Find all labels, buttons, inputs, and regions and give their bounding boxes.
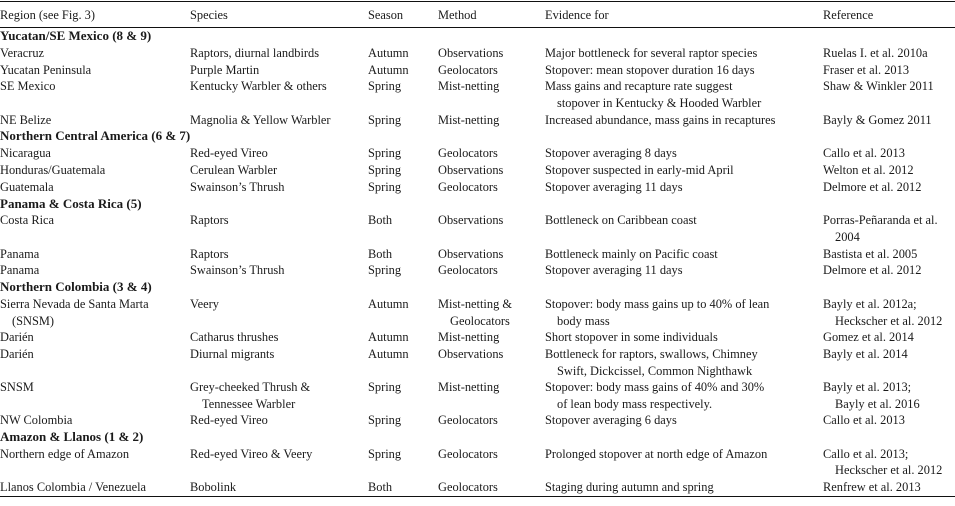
cell-season-text: Spring: [368, 380, 402, 395]
cell-species: [190, 179, 368, 196]
table-row: [0, 62, 955, 79]
cell-region-text: Panama: [0, 263, 40, 278]
cell-evidence: [545, 45, 823, 62]
cell-evidence-continuation: stopover in Kentucky & Hooded Warbler: [557, 95, 762, 110]
cell-reference-text: Callo et al. 2013;: [823, 446, 909, 461]
cell-method: [438, 179, 545, 196]
cell-species: [190, 379, 368, 412]
cell-season-text: Both: [368, 480, 393, 495]
cell-reference-text: Callo et al. 2013: [823, 413, 905, 428]
header-row: [0, 2, 955, 28]
cell-reference-text: Bayly & Gomez 2011: [823, 112, 932, 127]
cell-reference: [823, 78, 955, 111]
cell-method-text: Observations: [438, 213, 504, 228]
cell-reference: [823, 329, 955, 346]
region-title: Yucatan/SE Mexico (8 & 9): [0, 28, 152, 43]
cell-region: [0, 179, 190, 196]
cell-region: [0, 329, 190, 346]
cell-reference: [823, 296, 955, 329]
table-body: [0, 28, 955, 497]
cell-season-text: Spring: [368, 146, 402, 161]
cell-species-text: Diurnal migrants: [190, 346, 275, 361]
cell-reference-text: Delmore et al. 2012: [823, 179, 922, 194]
cell-region-text: Guatemala: [0, 179, 54, 194]
cell-season: [368, 246, 438, 263]
cell-evidence-continuation: Swift, Dickcissel, Common Nighthawk: [557, 363, 753, 378]
cell-species-text: Cerulean Warbler: [190, 162, 278, 177]
cell-region: [0, 45, 190, 62]
cell-reference-text: Callo et al. 2013: [823, 146, 905, 161]
cell-species: [190, 446, 368, 479]
cell-reference-text: Ruelas I. et al. 2010a: [823, 45, 928, 60]
cell-season: [368, 346, 438, 379]
table-row: [0, 412, 955, 429]
cell-species-text: Swainson’s Thrush: [190, 263, 285, 278]
cell-species: [190, 45, 368, 62]
table-row: [0, 346, 955, 379]
cell-region-text: Northern edge of Amazon: [0, 446, 130, 461]
cell-reference: [823, 479, 955, 496]
table-row: [0, 162, 955, 179]
cell-evidence: [545, 296, 823, 329]
cell-method: [438, 329, 545, 346]
cell-evidence-text: Staging during autumn and spring: [545, 480, 714, 495]
cell-region-text: Darién: [0, 330, 34, 345]
cell-evidence-text: Bottleneck on Caribbean coast: [545, 213, 697, 228]
cell-reference: [823, 145, 955, 162]
cell-season-text: Autumn: [368, 62, 409, 77]
table-row: [0, 145, 955, 162]
cell-method-text: Geolocators: [438, 413, 498, 428]
cell-evidence-text: Stopover averaging 6 days: [545, 413, 677, 428]
cell-season: [368, 62, 438, 79]
header-region: Region (see Fig. 3): [0, 2, 190, 28]
cell-reference-text: Bastista et al. 2005: [823, 246, 918, 261]
header-evidence: Evidence for: [545, 2, 823, 28]
cell-method: [438, 412, 545, 429]
cell-evidence: [545, 262, 823, 279]
cell-region: [0, 162, 190, 179]
cell-species-text: Raptors, diurnal landbirds: [190, 45, 320, 60]
cell-region: [0, 346, 190, 379]
cell-season: [368, 112, 438, 129]
cell-reference: [823, 212, 955, 245]
cell-region-text: NE Belize: [0, 112, 52, 127]
cell-method: [438, 346, 545, 379]
cell-reference-continuation: 2004: [835, 229, 860, 244]
cell-species-text: Grey-cheeked Thrush &: [190, 380, 311, 395]
region-header-row: [0, 196, 955, 213]
table-row: [0, 446, 955, 479]
header-season: Season: [368, 2, 438, 28]
cell-reference: [823, 45, 955, 62]
cell-season-text: Both: [368, 213, 393, 228]
cell-reference: [823, 446, 955, 479]
table-row: [0, 296, 955, 329]
cell-method-text: Geolocators: [438, 263, 498, 278]
cell-evidence-text: Stopover averaging 8 days: [545, 146, 677, 161]
cell-season: [368, 379, 438, 412]
cell-season: [368, 212, 438, 245]
cell-evidence: [545, 78, 823, 111]
cell-method-text: Mist-netting: [438, 79, 500, 94]
cell-evidence: [545, 162, 823, 179]
cell-evidence: [545, 479, 823, 496]
cell-season-text: Autumn: [368, 45, 409, 60]
cell-reference: [823, 246, 955, 263]
cell-species: [190, 78, 368, 111]
cell-reference: [823, 179, 955, 196]
cell-reference-text: Porras-Peñaranda et al.: [823, 213, 938, 228]
cell-reference-text: Delmore et al. 2012: [823, 263, 922, 278]
cell-evidence-text: Increased abundance, mass gains in recaptures: [545, 112, 776, 127]
cell-region: [0, 212, 190, 245]
cell-evidence: [545, 179, 823, 196]
cell-reference-text: Welton et al. 2012: [823, 162, 914, 177]
header-method: Method: [438, 2, 545, 28]
cell-region-text: NW Colombia: [0, 413, 73, 428]
cell-method-text: Geolocators: [438, 480, 498, 495]
cell-season: [368, 446, 438, 479]
cell-species: [190, 162, 368, 179]
cell-species-text: Raptors: [190, 213, 229, 228]
cell-region: [0, 246, 190, 263]
cell-reference-text: Shaw & Winkler 2011: [823, 79, 934, 94]
cell-method: [438, 446, 545, 479]
cell-evidence-text: Short stopover in some individuals: [545, 330, 718, 345]
cell-season: [368, 479, 438, 496]
cell-evidence-text: Stopover averaging 11 days: [545, 263, 683, 278]
cell-method: [438, 78, 545, 111]
cell-region-text: Veracruz: [0, 45, 45, 60]
table-row: [0, 479, 955, 496]
cell-season-text: Both: [368, 246, 393, 261]
cell-evidence-text: Major bottleneck for several raptor species: [545, 45, 758, 60]
cell-reference-continuation: Bayly et al. 2016: [835, 396, 920, 411]
cell-species-text: Magnolia & Yellow Warbler: [190, 112, 331, 127]
cell-evidence: [545, 379, 823, 412]
cell-region: [0, 412, 190, 429]
cell-species: [190, 112, 368, 129]
cell-reference: [823, 262, 955, 279]
cell-region-text: Llanos Colombia / Venezuela: [0, 480, 147, 495]
table-row: [0, 246, 955, 263]
cell-region-text: Sierra Nevada de Santa Marta: [0, 296, 149, 311]
cell-method-text: Observations: [438, 162, 504, 177]
cell-species-text: Raptors: [190, 246, 229, 261]
cell-species-text: Veery: [190, 296, 219, 311]
cell-region-text: Honduras/Guatemala: [0, 162, 106, 177]
cell-region: [0, 112, 190, 129]
region-header-row: [0, 279, 955, 296]
table-row: [0, 78, 955, 111]
cell-method: [438, 145, 545, 162]
cell-species-text: Red-eyed Vireo & Veery: [190, 446, 313, 461]
cell-season-text: Spring: [368, 112, 402, 127]
cell-species-text: Swainson’s Thrush: [190, 179, 285, 194]
header-reference: Reference: [823, 2, 955, 28]
cell-reference-text: Fraser et al. 2013: [823, 62, 910, 77]
cell-season: [368, 78, 438, 111]
cell-species: [190, 412, 368, 429]
cell-region-text: Yucatan Peninsula: [0, 62, 92, 77]
table-row: [0, 262, 955, 279]
cell-region-text: Darién: [0, 346, 34, 361]
migration-table: [0, 1, 955, 497]
cell-species: [190, 62, 368, 79]
cell-evidence-text: Stopover: body mass gains up to 40% of lean: [545, 296, 770, 311]
cell-evidence-text: Stopover suspected in early-mid April: [545, 162, 734, 177]
cell-method: [438, 162, 545, 179]
cell-evidence: [545, 446, 823, 479]
cell-method-text: Geolocators: [438, 179, 498, 194]
cell-season-text: Spring: [368, 179, 402, 194]
cell-reference: [823, 112, 955, 129]
cell-evidence: [545, 212, 823, 245]
cell-species: [190, 246, 368, 263]
cell-species-text: Red-eyed Vireo: [190, 413, 268, 428]
cell-region: [0, 446, 190, 479]
cell-reference-continuation: Heckscher et al. 2012: [835, 463, 943, 478]
cell-season: [368, 45, 438, 62]
cell-species: [190, 479, 368, 496]
cell-species: [190, 296, 368, 329]
cell-region-text: Costa Rica: [0, 213, 55, 228]
table-row: [0, 379, 955, 412]
cell-method-text: Observations: [438, 45, 504, 60]
cell-evidence-text: Bottleneck for raptors, swallows, Chimney: [545, 346, 758, 361]
cell-season-text: Spring: [368, 162, 402, 177]
cell-method-text: Observations: [438, 346, 504, 361]
cell-reference-text: Bayly et al. 2013;: [823, 380, 912, 395]
cell-region-text: Nicaragua: [0, 146, 51, 161]
cell-region: [0, 379, 190, 412]
cell-method-text: Mist-netting &: [438, 296, 512, 311]
cell-evidence: [545, 112, 823, 129]
cell-evidence-text: Stopover averaging 11 days: [545, 179, 683, 194]
cell-reference: [823, 379, 955, 412]
cell-season-text: Spring: [368, 263, 402, 278]
cell-season-text: Spring: [368, 79, 402, 94]
cell-season: [368, 162, 438, 179]
cell-region-text: SNSM: [0, 380, 34, 395]
region-title: Amazon & Llanos (1 & 2): [0, 429, 144, 445]
cell-region: [0, 145, 190, 162]
cell-species-text: Catharus thrushes: [190, 330, 279, 345]
region-header-row: [0, 429, 955, 446]
cell-reference: [823, 412, 955, 429]
cell-species: [190, 346, 368, 379]
cell-method: [438, 112, 545, 129]
region-title: Northern Central America (6 & 7): [0, 128, 191, 144]
cell-method-text: Mist-netting: [438, 330, 500, 345]
region-header-row: [0, 128, 955, 145]
cell-method: [438, 479, 545, 496]
region-header-row: [0, 28, 955, 45]
cell-season: [368, 296, 438, 329]
cell-species: [190, 212, 368, 245]
cell-method-continuation: Geolocators: [450, 313, 510, 328]
cell-season: [368, 329, 438, 346]
cell-species: [190, 329, 368, 346]
cell-season-text: Spring: [368, 413, 402, 428]
cell-evidence-text: Mass gains and recapture rate suggest: [545, 79, 733, 94]
cell-method: [438, 262, 545, 279]
cell-evidence: [545, 329, 823, 346]
cell-species: [190, 262, 368, 279]
table-header: [0, 2, 955, 28]
cell-species-text: Kentucky Warbler & others: [190, 79, 327, 94]
cell-method-text: Geolocators: [438, 62, 498, 77]
cell-region-continuation: (SNSM): [12, 313, 54, 328]
cell-evidence-text: Bottleneck mainly on Pacific coast: [545, 246, 718, 261]
cell-region: [0, 479, 190, 496]
table-row: [0, 112, 955, 129]
cell-method-text: Observations: [438, 246, 504, 261]
cell-method: [438, 296, 545, 329]
cell-reference-text: Bayly et al. 2012a;: [823, 296, 917, 311]
cell-reference: [823, 346, 955, 379]
table-row: [0, 45, 955, 62]
table-row: [0, 179, 955, 196]
cell-reference: [823, 62, 955, 79]
header-species: Species: [190, 2, 368, 28]
cell-reference: [823, 162, 955, 179]
cell-evidence-text: Prolonged stopover at north edge of Amazon: [545, 446, 768, 461]
cell-season-text: Autumn: [368, 346, 409, 361]
cell-method: [438, 212, 545, 245]
cell-season: [368, 262, 438, 279]
cell-season-text: Spring: [368, 446, 402, 461]
cell-evidence: [545, 246, 823, 263]
region-title: Northern Colombia (3 & 4): [0, 279, 152, 295]
cell-species-text: Purple Martin: [190, 62, 260, 77]
table-row: [0, 329, 955, 346]
cell-region-text: SE Mexico: [0, 79, 56, 94]
cell-region: [0, 78, 190, 111]
cell-season-text: Autumn: [368, 296, 409, 311]
cell-season: [368, 145, 438, 162]
cell-evidence-continuation: of lean body mass respectively.: [557, 396, 713, 411]
cell-method-text: Mist-netting: [438, 112, 500, 127]
cell-method: [438, 246, 545, 263]
cell-season-text: Autumn: [368, 330, 409, 345]
cell-method: [438, 379, 545, 412]
cell-evidence: [545, 412, 823, 429]
cell-evidence: [545, 62, 823, 79]
cell-species-text: Bobolink: [190, 480, 237, 495]
cell-evidence: [545, 145, 823, 162]
cell-region: [0, 62, 190, 79]
cell-method: [438, 62, 545, 79]
table-row: [0, 212, 955, 245]
cell-season: [368, 412, 438, 429]
cell-reference-continuation: Heckscher et al. 2012: [835, 313, 943, 328]
cell-region-text: Panama: [0, 246, 40, 261]
cell-method-text: Geolocators: [438, 446, 498, 461]
region-title: Panama & Costa Rica (5): [0, 195, 142, 211]
cell-method-text: Mist-netting: [438, 380, 500, 395]
cell-method: [438, 45, 545, 62]
cell-season: [368, 179, 438, 196]
cell-evidence-text: Stopover: mean stopover duration 16 days: [545, 62, 755, 77]
cell-reference-text: Renfrew et al. 2013: [823, 480, 921, 495]
cell-species-continuation: Tennessee Warbler: [202, 396, 296, 411]
cell-reference-text: Bayly et al. 2014: [823, 346, 908, 361]
cell-species: [190, 145, 368, 162]
cell-evidence-continuation: body mass: [557, 313, 610, 328]
cell-method-text: Geolocators: [438, 146, 498, 161]
cell-reference-text: Gomez et al. 2014: [823, 330, 914, 345]
cell-species-text: Red-eyed Vireo: [190, 146, 268, 161]
cell-region: [0, 296, 190, 329]
cell-evidence: [545, 346, 823, 379]
cell-region: [0, 262, 190, 279]
cell-evidence-text: Stopover: body mass gains of 40% and 30%: [545, 380, 765, 395]
